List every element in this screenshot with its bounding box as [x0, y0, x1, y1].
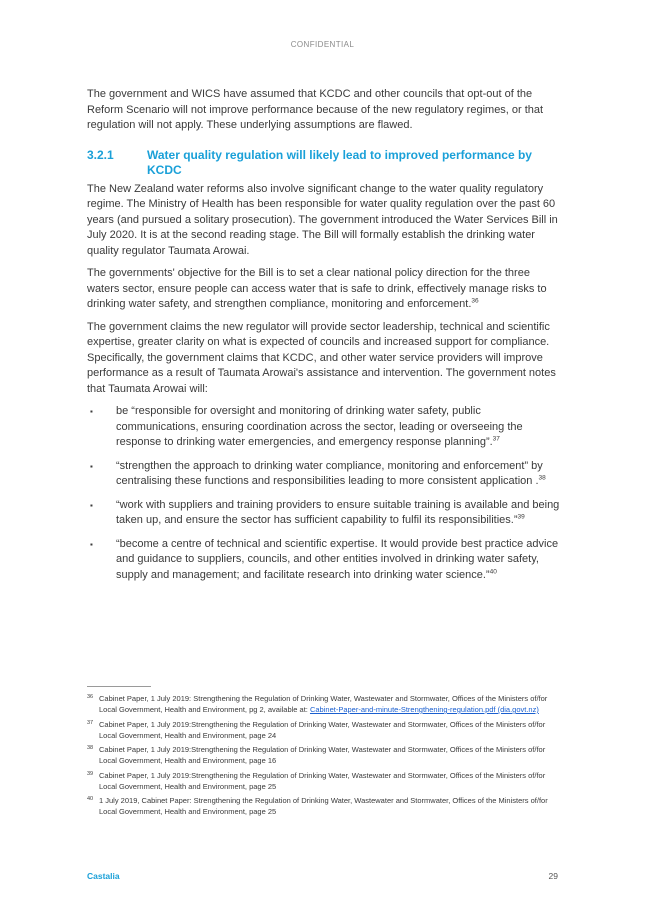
footnote-39 [87, 770, 561, 792]
footnote-text: Cabinet Paper, 1 July 2019:Strengthening the Regulation of Drinking Water, Wastewater and Stormwater, Offices of the Ministers of/for Local Government, Health and Environment, page 25 [99, 770, 546, 791]
footnote-text: Cabinet Paper, 1 July 2019:Strengthening the Regulation of Drinking Water, Wastewater and Stormwater, Offices of the Ministers of/for Local Government, Health and Environment, page 24 [99, 719, 546, 740]
footnote-36 [87, 693, 561, 715]
footnote-37 [87, 719, 561, 741]
list-item [87, 498, 561, 529]
bullet-square-icon: ▪ [90, 539, 93, 549]
footnote-link[interactable]: Cabinet-Paper-and-minute-Strengthening-regulation.pdf (dia.govt.nz) [309, 705, 539, 714]
bullet-square-icon: ▪ [90, 500, 93, 510]
paragraph-regime: The New Zealand water reforms also involve significant change to the water quality regulatory regime. The Ministry of Health has been responsible for water quality regulation over the past 60 years (and pursued a solitary prosecution). The government introduced the Water Services Bill in July 2020. It is at the second reading stage. The Bill will formally establish the drinking water quality regulator Taumata Arowai. [87, 182, 558, 257]
footnote-number: 40 [87, 796, 94, 802]
paragraph-objective-text: The governments' objective for the Bill is to set a clear national policy direction for the three waters sector, ensure people can access water that is safe to drink, effectively manage risks to drinking water safety, and strengthen compliance, monitoring and enforcement. [87, 267, 547, 310]
section-title: Water quality regulation will likely lead to improved performance by KCDC [147, 147, 532, 177]
list-item [87, 537, 561, 584]
footnote-text: 1 July 2019, Cabinet Paper: Strengthening the Regulation of Drinking Water, Wastewater and Stormwater, Offices of the Ministers of/for Local Government, Health and Environment, page 25 [99, 796, 548, 816]
bullet-list [87, 404, 561, 583]
footnote-38 [87, 744, 561, 766]
footnote-text: Cabinet Paper, 1 July 2019:Strengthening the Regulation of Drinking Water, Wastewater and Stormwater, Offices of the Ministers of/for Local Government, Health and Environment, page 16 [99, 745, 546, 765]
paragraph-claims: The government claims the new regulator will provide sector leadership, technical and scientific expertise, greater clarity on what is expected of councils and increased support for compliance. Specifically, the government claims that KCDC, and other water service providers will improve performance as a result of Taumata Arowai's assistance and intervention. The government notes that Taumata Arowai will: [87, 320, 556, 395]
footnote-ref-37[interactable]: 37 [492, 435, 500, 443]
footnotes [87, 693, 561, 821]
footnote-citation: Cabinet Paper, 1 July 2019: Strengthening the Regulation of Drinking Water, Wastewater and Stormwater, Offices of the Ministers of/for Local Government, Health and Environment, pg 2, available at: [99, 694, 548, 714]
footnote-separator [87, 686, 151, 687]
footnote-ref-36[interactable]: 36 [471, 297, 479, 305]
footnote-text [99, 693, 561, 715]
section-number: 3.2.1 [87, 147, 114, 162]
list-item-text: “strengthen the approach to drinking water compliance, monitoring and enforcement” by centralising these functions and responsibilities leading to more consistent application . [116, 459, 543, 487]
footnote-ref-40[interactable]: 40 [489, 567, 497, 575]
list-item-text: “become a centre of technical and scientific expertise. It would provide best practice advice and guidance to suppliers, councils, and other entities involved in drinking water safety, supply and management; and facilitate research into drinking water science.” [116, 537, 559, 581]
intro-paragraph: The government and WICS have assumed that KCDC and other councils that opt-out of the Reform Scenario will not improve performance because of the new regulatory regimes, or that regulation will not apply. These underlying assumptions are flawed. [87, 88, 544, 131]
footnote-ref-38[interactable]: 38 [538, 474, 546, 482]
list-item-text: be “responsible for oversight and monitoring of drinking water safety, public communications, ensuring coordination across the sector, leading or overseeing the response to drinking water emergencies, and emergency response planning”. [116, 405, 523, 448]
main-content [87, 87, 561, 591]
footnote-number: 36 [87, 694, 94, 700]
paragraph-objective [87, 266, 561, 313]
bullet-square-icon: ▪ [90, 461, 93, 471]
footnote-number: 39 [87, 770, 94, 777]
list-item-text: “work with suppliers and training providers to ensure suitable training is available and being taken up, and ensure the sector has sufficient capability to fulfil its responsibilities.” [116, 498, 560, 526]
confidential-header: CONFIDENTIAL [290, 40, 355, 49]
footer-brand: Castalia [87, 871, 120, 881]
bullet-square-icon: ▪ [90, 407, 93, 416]
page-number: 29 [548, 871, 558, 881]
footnote-number: 37 [87, 719, 94, 726]
section-heading [87, 148, 561, 179]
list-item [87, 404, 561, 451]
list-item [87, 459, 561, 490]
footnote-40 [87, 795, 561, 817]
footnote-ref-39[interactable]: 39 [517, 513, 525, 521]
footnote-number: 38 [87, 745, 94, 751]
